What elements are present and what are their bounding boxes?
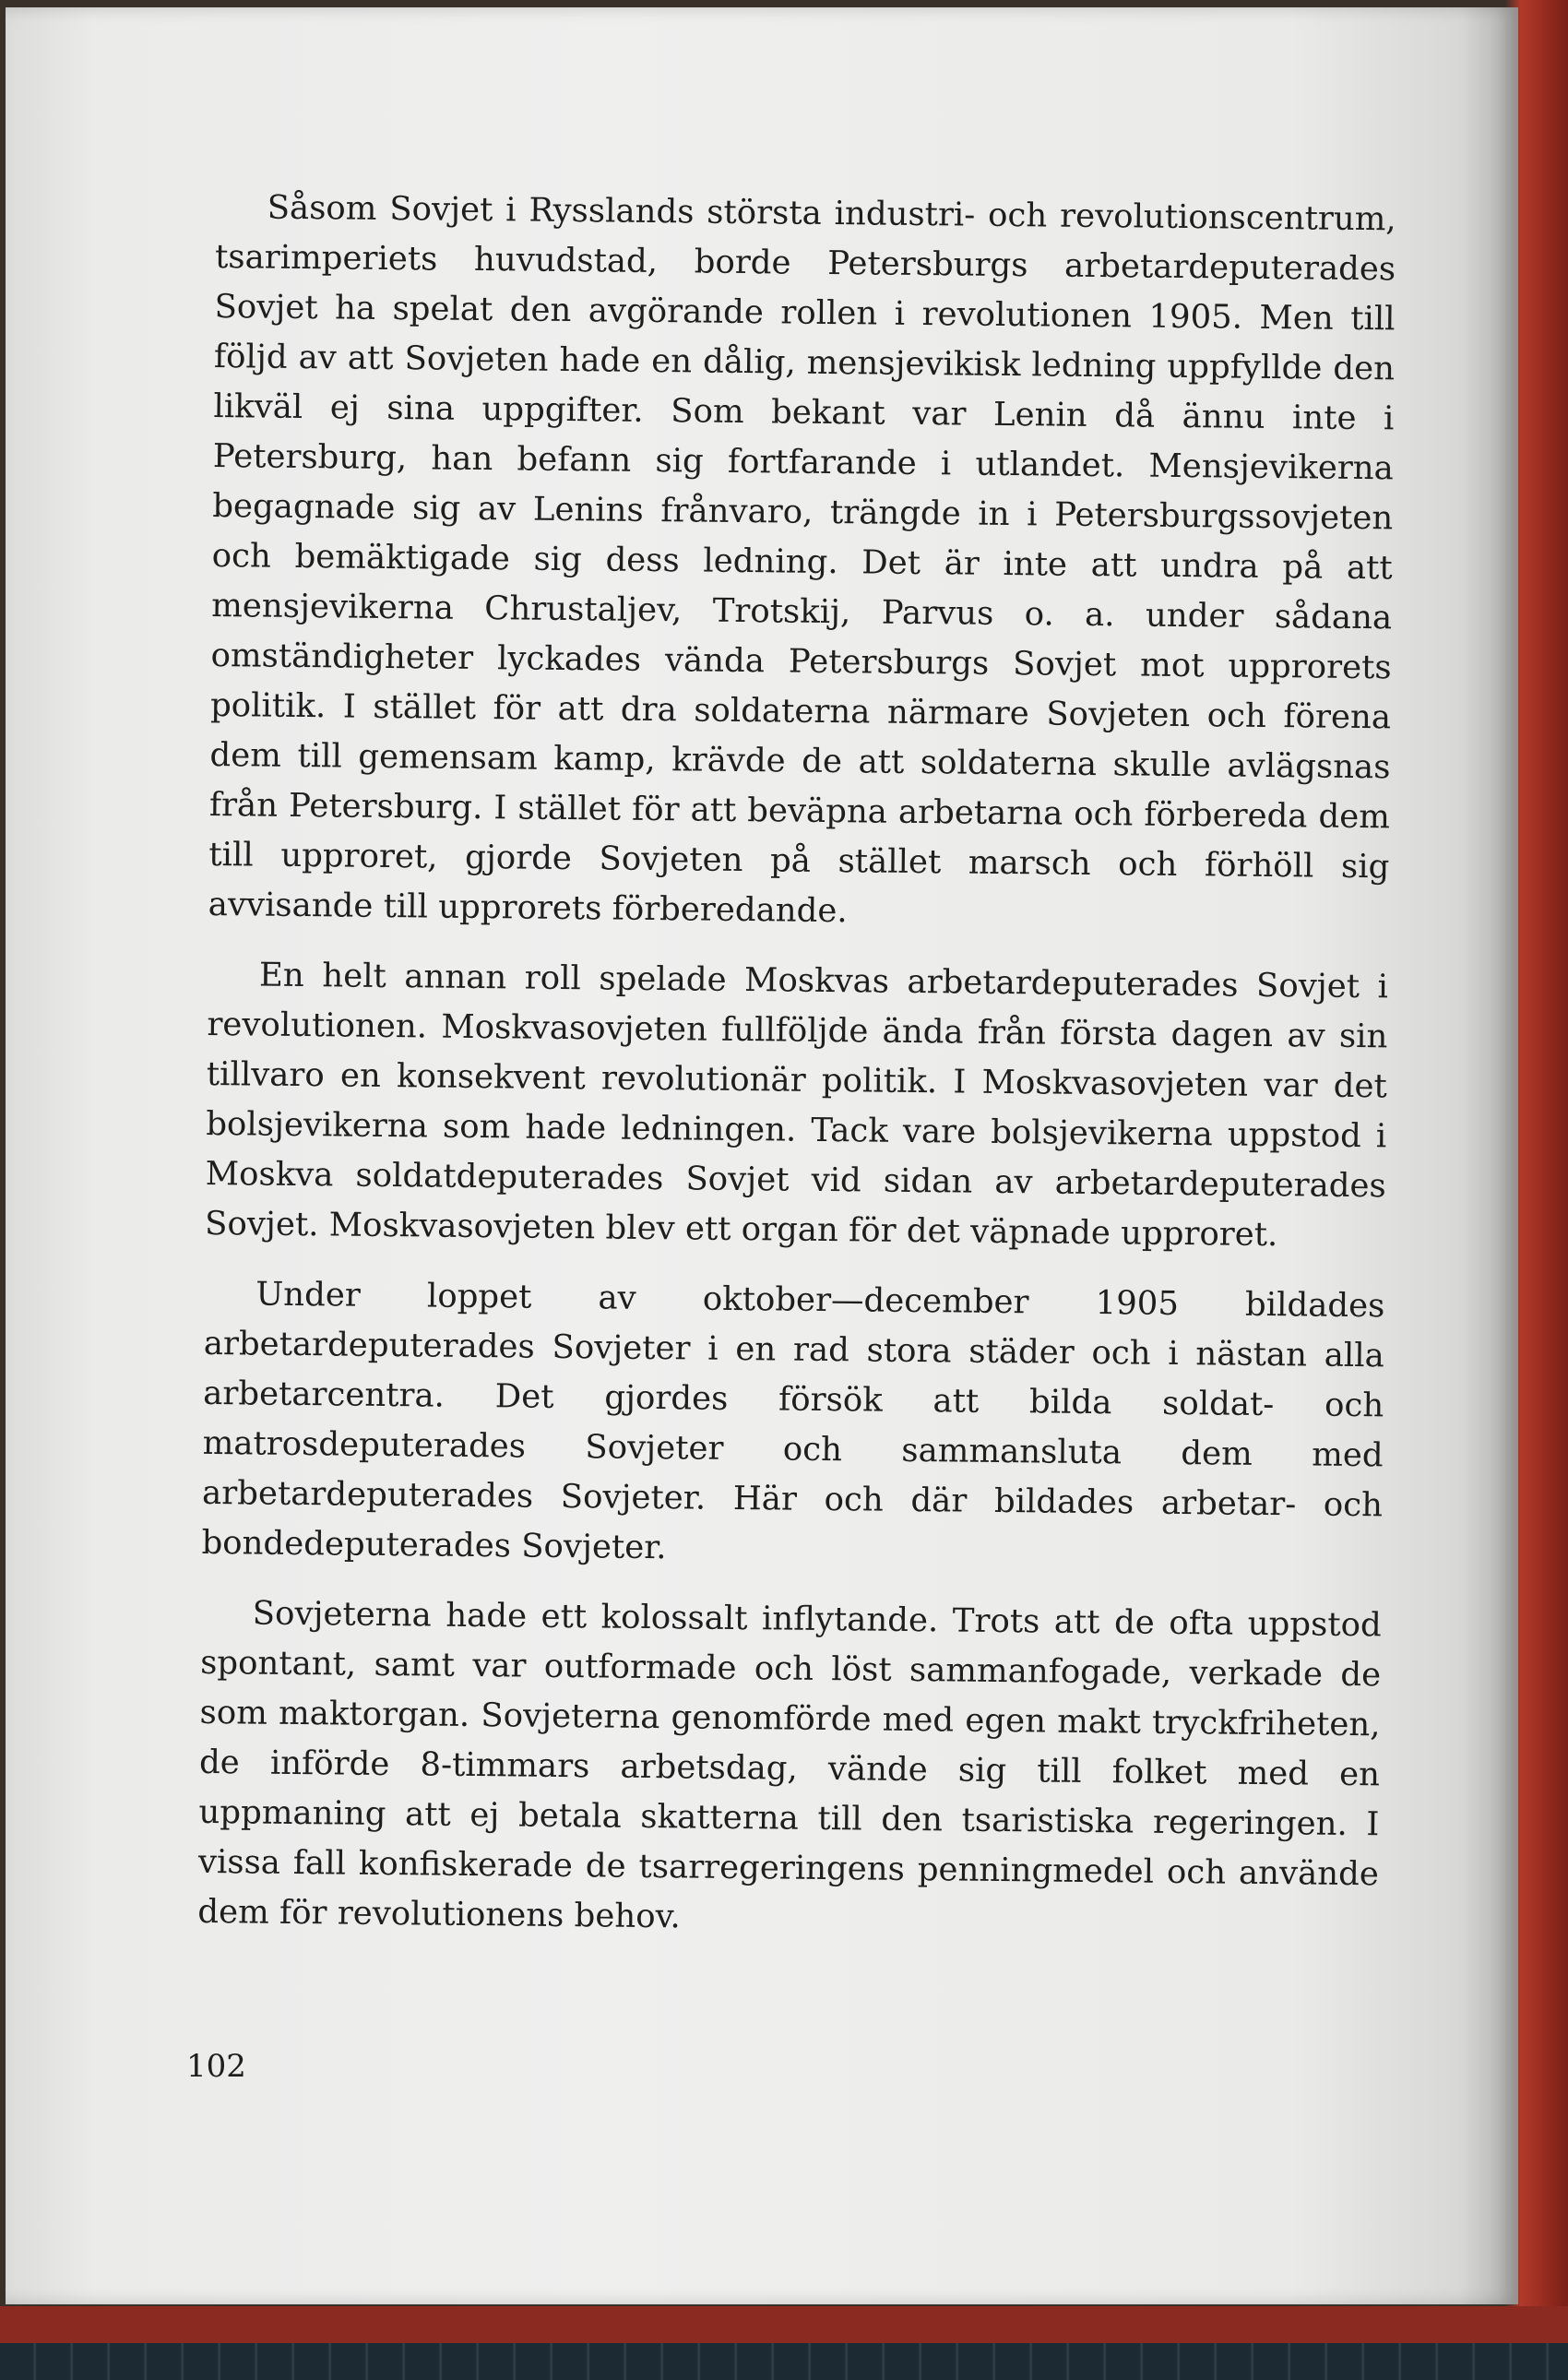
page-number: 102 [186,2048,246,2085]
book-page [6,7,1518,2304]
book-cover-edge [0,2306,1568,2343]
paragraph-2: En helt annan roll spelade Moskvas arbetardeputerades Sovjet i revolutionen. Moskvasovjeten fullföljde ända från första dagen av sin tillvaro en konsekvent revolutionär politik. I Moskvasovjeten var det bolsjevikerna som hade ledningen. Tack vare bolsjevikerna uppstod i Moskva soldatdeputerades Sovjet vid sidan av arbetardeputerades Sovjet. Moskvasovjeten blev ett organ för det väpnade upproret. [204,956,1389,1255]
paragraph-1: Såsom Sovjet i Rysslands största industri- och revolutionscentrum, tsarimperiets huvudstad, borde Petersburgs arbetardeputerades Sovjet ha spelat den avgörande rollen i revolutionen 1905. Men till följd av att Sovjeten hade en dålig, mensjevikisk ledning uppfyllde den likväl ej sina uppgifter. Som bekant var Lenin då ännu inte i Petersburg, han befann sig fortfarande i utlandet. Mensjevikerna begagnade sig av Lenins frånvaro, trängde in i Petersburgssovjeten och bemäktigade sig dess ledning. Det är inte att undra på att mensjevikerna Chrustaljev, Trotskij, Parvus o. a. under sådana omständigheter lyckades vända Petersburgs Sovjet mot upprorets politik. I stället för att dra soldaterna närmare Sovjeten och förena dem till gemensam kamp, krävde de att soldaterna skulle avlägsnas från Petersburg. I stället för att beväpna arbetarna och förbereda dem till upproret, gjorde Sovjeten på stället marsch och förhöll sig avvisande till upprorets förberedande. [208,188,1396,931]
body-text [197,183,1396,1969]
cutting-mat [0,2343,1568,2380]
paragraph-3: Under loppet av oktober—december 1905 bildades arbetardeputerades Sovjeter i en rad stora städer och i nästan alla arbetarcentra. Det gjordes försök att bilda soldat- och matrosdeputerades Sovjeter och sammansluta dem med arbetardeputerades Sovjeter. Här och där bildades arbetar- och bondedeputerades Sovjeter. [201,1275,1385,1567]
page-spine-shadow [1463,7,1518,2304]
paragraph-4: Sovjeterna hade ett kolossalt inflytande. Trots att de ofta uppstod spontant, samt var outformade och löst sammanfogade, verkade de som maktorgan. Sovjeterna genomförde med egen makt tryckfriheten, de införde 8-timmars arbetsdag, vände sig till folket med en uppmaning att ej betala skatterna till den tsaristiska regeringen. I vissa fall konfiskerade de tsarregeringens penningmedel och använde dem för revolutionens behov. [197,1594,1382,1936]
